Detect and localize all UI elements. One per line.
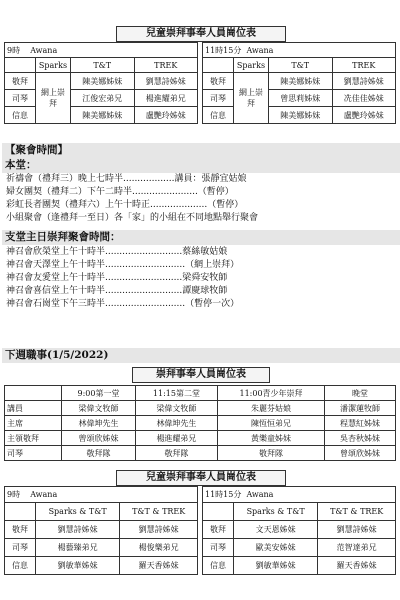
role-cell: 信息 [203,107,234,124]
role-cell: 信息 [5,107,36,124]
table-cell: 劉敏華姊妹 [234,557,318,575]
online-worship-cell: 網上崇拜 [36,73,71,124]
online-worship-cell: 網上崇拜 [234,73,269,124]
table-cell: 朱麗芬姑娘 [217,401,324,416]
role-cell: 講員 [5,401,62,416]
table-cell: 羅天香姊妹 [318,557,396,575]
col-header: Sparks [234,58,269,73]
col-header [5,386,62,401]
list-item: 神召會友愛堂上午十時半...........................梁舜安牧師 [6,273,228,283]
col-header: T&T [269,58,333,73]
col-header: T&T & TREK [318,503,396,521]
role-cell: 信息 [5,557,36,575]
meeting-header: 【聚會時間】 [2,143,400,158]
list-item: 神召會喜信堂上午十時半...........................譚慶球牧師 [6,286,228,296]
col-header: Sparks & T&T [234,503,318,521]
table-cell: 吳杏秋姊妹 [325,431,396,446]
list-item: 婦女團契（禮拜二）下午二時半.......................（暫停） [6,187,234,197]
bottom-kids-title: 兒童崇拜事奉人員崗位表 [116,470,286,486]
table-cell: 劉慧詩姊妹 [332,73,396,90]
table-cell: 陳美娜姊妹 [269,107,333,124]
list-item: 神召會天澤堂上午十時半............................（網上崇拜） [6,260,240,270]
list-item: 神召會欣榮堂上午十時半...........................蔡絲敏姑娘 [6,247,228,257]
table-cell: 敬拜隊 [62,446,136,461]
role-cell: 司琴 [5,90,36,107]
bottom-kids-right-table [202,486,396,575]
table-cell: 曾頌欣姊妹 [325,446,396,461]
role-cell: 司琴 [203,90,234,107]
top-kids-right-table [202,42,396,124]
table-cell: 楊俊樂弟兄 [120,539,198,557]
role-cell: 敬拜 [203,521,234,539]
table-cell: 文天恩姊妹 [234,521,318,539]
top-left-program: Awana [30,45,58,55]
home-church-header: 本堂： [2,158,400,173]
table-cell: 楊進耀弟兄 [134,90,198,107]
table-cell: 曾思莉姊妹 [269,90,333,107]
top-right-time: 11時15分 [205,45,242,55]
top-kids-title: 兒童崇拜事奉人員崗位表 [116,26,286,42]
table-cell: 劉慧詩姊妹 [36,521,120,539]
table-cell: 冼佳佳姊妹 [332,90,396,107]
bottom-right-time: 11時15分 [205,490,242,499]
role-cell: 主席 [5,416,62,431]
role-cell: 司琴 [203,539,234,557]
next-week-title: 崇拜事奉人員崗位表 [132,367,270,383]
table-cell: 劉慧詩姊妹 [134,73,198,90]
table-cell: 梁偉文牧師 [62,401,136,416]
list-item: 小組聚會（逢禮拜一至日）各「家」的小組在不同地點舉行聚會 [6,213,259,223]
table-cell: 劉慧詩姊妹 [120,521,198,539]
table-cell: 曾頌欣姊妹 [62,431,136,446]
branch-meeting-list [2,246,398,311]
role-cell: 信息 [203,557,234,575]
bottom-left-program: Awana [30,490,58,499]
table-cell: 劉慧詩姊妹 [318,521,396,539]
table-cell: 程慧紅姊妹 [325,416,396,431]
table-cell: 林偉坤先生 [135,416,217,431]
home-meeting-list [2,173,398,225]
bottom-kids-left-table [4,486,198,575]
table-cell: 盧艷玲姊妹 [332,107,396,124]
col-header: 11:15第二堂 [135,386,217,401]
table-cell: 林偉坤先生 [62,416,136,431]
table-cell: 陳美娜姊妹 [269,73,333,90]
col-header: 9:00第一堂 [62,386,136,401]
role-cell: 敬拜 [203,73,234,90]
bottom-left-time: 9時 [7,490,21,499]
list-item: 彩虹長者團契（禮拜六）上午十時正....................（暫停） [6,200,244,210]
col-header: 晚堂 [325,386,396,401]
table-cell: 陳美娜姊妹 [71,107,135,124]
col-header: T&T & TREK [120,503,198,521]
next-week-table [4,385,396,461]
table-cell: 羅天香姊妹 [120,557,198,575]
table-cell: 楊藝臻弟兄 [36,539,120,557]
list-item: 神召會石崗堂下午三時半............................（暫停一次） [6,299,240,309]
bottom-right-program: Awana [246,490,274,499]
col-header: Sparks [36,58,71,73]
col-header: 11:00青少年崇拜 [217,386,324,401]
table-cell: 陳美娜姊妹 [71,73,135,90]
role-cell: 敬拜 [5,73,36,90]
table-cell: 潘潔蓮牧師 [325,401,396,416]
table-cell: 范智達弟兄 [318,539,396,557]
role-cell: 司琴 [5,539,36,557]
table-cell: 黃樂童姊妹 [217,431,324,446]
table-cell: 梁偉文牧師 [135,401,217,416]
top-kids-left-table [4,42,198,124]
role-cell: 司琴 [5,446,62,461]
table-cell: 歐美安姊妹 [234,539,318,557]
col-header: T&T [71,58,135,73]
col-header: TREK [134,58,198,73]
table-cell: 敬拜隊 [135,446,217,461]
table-cell: 江俊宏弟兄 [71,90,135,107]
role-cell: 敬拜 [5,521,36,539]
role-cell: 主領敬拜 [5,431,62,446]
table-cell: 陳恆恒弟兄 [217,416,324,431]
next-week-header: 下週職事(1/5/2022) [2,348,400,363]
table-cell: 盧艷玲姊妹 [134,107,198,124]
table-cell: 敬拜隊 [217,446,324,461]
list-item: 祈禱會（禮拜三）晚上七時半..................講員：張靜宜姑娘 [6,174,247,184]
table-cell: 楊進耀弟兄 [135,431,217,446]
branch-header: 支堂主日崇拜聚會時間： [2,230,400,245]
col-header: TREK [332,58,396,73]
top-right-program: Awana [246,45,274,55]
col-header: Sparks & T&T [36,503,120,521]
top-left-time: 9時 [7,45,21,55]
table-cell: 劉敏華姊妹 [36,557,120,575]
